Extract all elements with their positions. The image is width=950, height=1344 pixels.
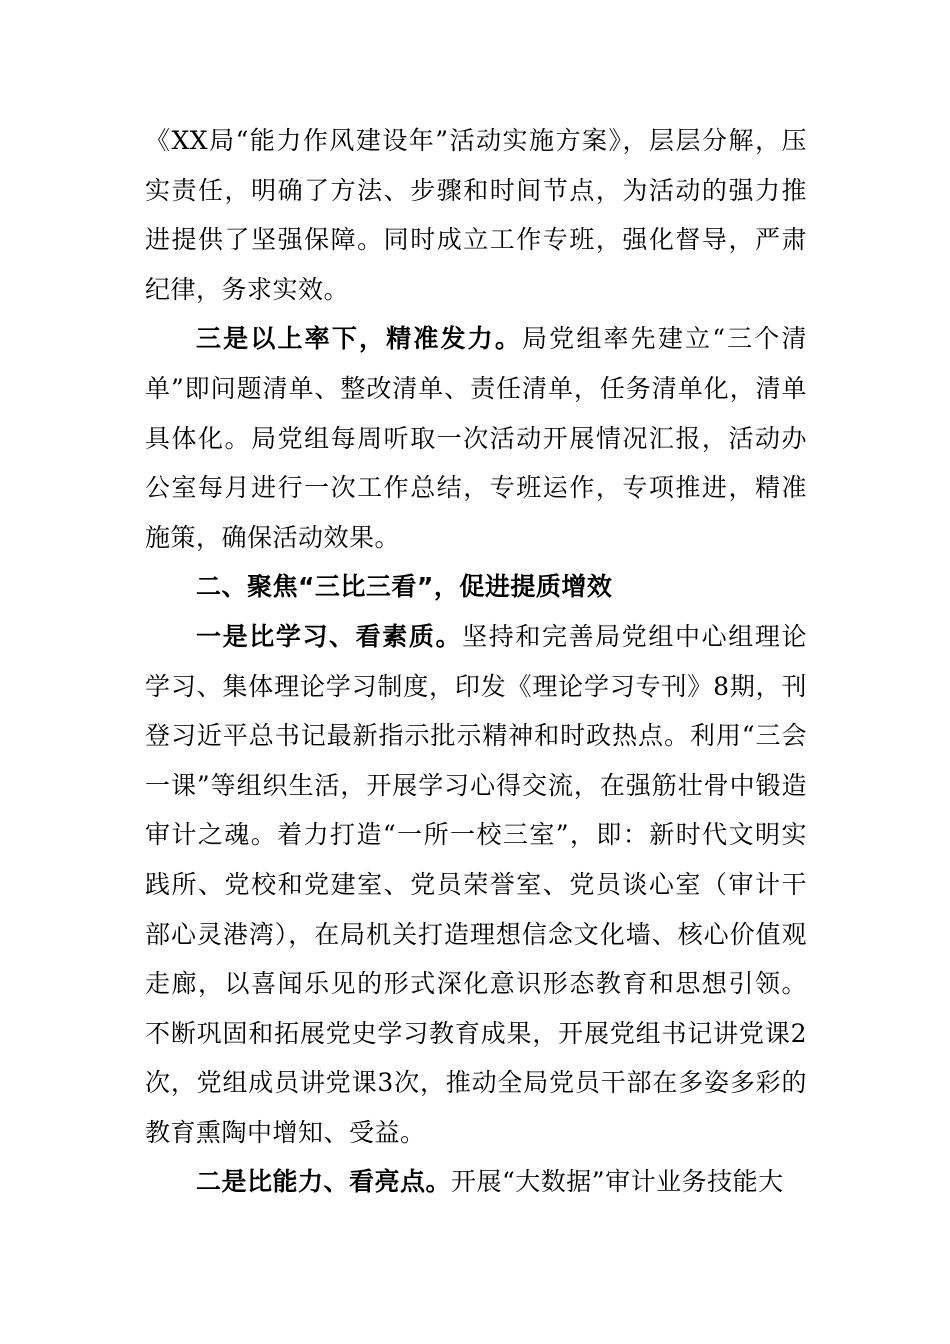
paragraph-continued: 《XX局“能力作风建设年”活动实施方案》，层层分解，压实责任，明确了方法、步骤和时间节点，为活动的强力推进提供了坚强保障。同时成立工作专班，强化督导，严肃纪律，务求实效。 xyxy=(145,126,807,304)
paragraph-body: 坚持和完善局党组中心组理论学习、集体理论学习制度，印发《理论学习专刊》8期，刊登习近平总书记最新指示批示精神和时政热点。利用“三会一课”等组织生活，开展学习心得交流，在强筋壮骨中锻造审计之魂。着力打造“一所一校三室”，即：新时代文明实践所、党校和党建室、党员荣誉室、党员谈心室（审计干部心灵港湾），在局机关打造理想信念文化墙、核心价值观走廊，以喜闻乐见的形式深化意识形态教育和思想引领。不断巩固和拓展党史学习教育成果，开展党组书记讲党课2次，党组成员讲党课3次，推动全局党员干部在多姿多彩的教育熏陶中增知、受益。 xyxy=(145,621,807,1147)
document-page xyxy=(145,116,807,1207)
paragraph-third-measure xyxy=(145,314,807,562)
paragraph-lead: 三是以上率下，精准发力。 xyxy=(196,324,523,354)
paragraph-study xyxy=(145,612,807,1158)
paragraph-lead: 一是比学习、看素质。 xyxy=(196,621,463,651)
paragraph-body: 局党组率先建立“三个清单”即问题清单、整改清单、责任清单，任务清单化，清单具体化。局党组每周听取一次活动开展情况汇报，活动办公室每月进行一次工作总结，专班运作，专项推进，精准施策，确保活动效果。 xyxy=(145,324,807,552)
paragraph-ability xyxy=(145,1157,807,1207)
paragraph-lead: 二是比能力、看亮点。 xyxy=(196,1167,452,1197)
paragraph-body: 开展“大数据”审计业务技能大 xyxy=(451,1167,784,1197)
section-heading: 二、聚焦“三比三看”，促进提质增效 xyxy=(196,572,613,602)
